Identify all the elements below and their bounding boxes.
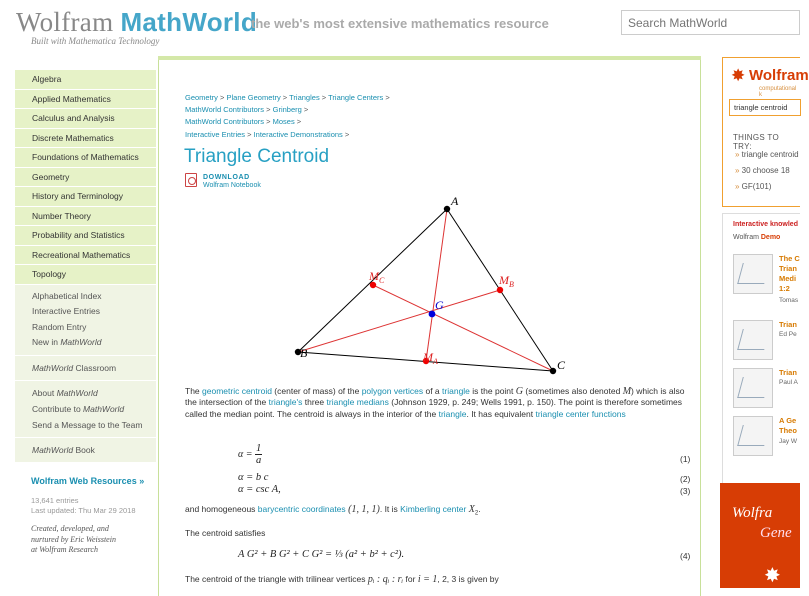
nav-new-in-mathworld[interactable] bbox=[15, 335, 156, 351]
nav-foundations-of-mathematics[interactable]: Foundations of Mathematics bbox=[15, 148, 156, 168]
demo-thumbnail[interactable] bbox=[733, 368, 773, 408]
median-b bbox=[298, 290, 500, 352]
crumb-contributors-2[interactable]: MathWorld Contributors bbox=[185, 117, 265, 127]
sidebar-nav bbox=[15, 70, 156, 462]
eq1-num: 1 bbox=[256, 443, 262, 454]
book-link bbox=[15, 438, 156, 462]
about-links bbox=[15, 381, 156, 437]
crumb-sep: > bbox=[319, 93, 329, 102]
crumb-moses[interactable]: Moses bbox=[272, 117, 295, 127]
book-suffix: Book bbox=[73, 444, 95, 455]
triangle-centroid-diagram bbox=[285, 190, 585, 378]
crumb-plane-geometry[interactable]: Plane Geometry bbox=[226, 93, 281, 102]
nav-algebra[interactable]: Algebra bbox=[15, 70, 156, 90]
link-triangle-center-functions[interactable]: triangle center functions bbox=[535, 408, 626, 419]
about-prefix: About bbox=[32, 387, 57, 398]
ik-sub-wolfram: Wolfram bbox=[733, 234, 761, 241]
nav-send-message[interactable]: Send a Message to the Team bbox=[32, 419, 143, 430]
notebook-label: Wolfram Notebook bbox=[203, 182, 261, 189]
link-triangles[interactable]: triangle's bbox=[268, 397, 303, 408]
classroom-link bbox=[15, 356, 156, 380]
nav-mathworld-classroom[interactable] bbox=[15, 360, 156, 376]
label-ma bbox=[422, 350, 438, 366]
text: (sometimes also denoted bbox=[523, 386, 623, 396]
demo-item[interactable] bbox=[733, 254, 801, 304]
x2-sub: 2 bbox=[474, 510, 479, 517]
link-kimberling-center[interactable]: Kimberling center bbox=[400, 504, 467, 514]
text: . It is bbox=[379, 504, 401, 514]
demo-thumbnail[interactable] bbox=[733, 416, 773, 456]
search-input[interactable] bbox=[621, 10, 800, 35]
new-prefix: New in bbox=[32, 337, 61, 347]
eq3-number: (3) bbox=[680, 486, 691, 496]
page-title: Triangle Centroid bbox=[184, 146, 330, 167]
nav-about-mathworld[interactable] bbox=[15, 385, 156, 401]
nav-mathworld-book[interactable] bbox=[15, 442, 156, 458]
demo-title-line: The C bbox=[779, 254, 800, 263]
site-stats bbox=[31, 496, 136, 516]
demo-author: Paul A bbox=[779, 379, 798, 386]
demo-author: Tomas bbox=[779, 297, 799, 304]
nav-contribute[interactable] bbox=[15, 401, 156, 417]
label-mb-sub: B bbox=[509, 280, 514, 289]
ik-subtitle bbox=[733, 234, 780, 241]
try-item[interactable]: » GF(101) bbox=[735, 182, 771, 191]
paragraph-barycentric bbox=[185, 504, 685, 517]
text: of a bbox=[423, 386, 443, 396]
text: The centroid of the triangle with trilinear vertices bbox=[185, 574, 368, 584]
label-c: C bbox=[557, 358, 566, 372]
nav-interactive-entries[interactable]: Interactive Entries bbox=[32, 306, 101, 316]
promo-spikey-icon: ✸ bbox=[764, 565, 781, 587]
label-mb bbox=[498, 273, 514, 289]
label-ma-sub: A bbox=[433, 357, 438, 366]
nav-alphabetical-index[interactable]: Alphabetical Index bbox=[32, 290, 102, 301]
demo-title-line: Theo bbox=[779, 426, 797, 435]
vertex-c bbox=[550, 368, 556, 374]
try-item[interactable]: » 30 choose 18 bbox=[735, 166, 790, 175]
text: The bbox=[185, 386, 203, 396]
var-m: M bbox=[622, 386, 632, 397]
crumb-sep: > bbox=[217, 93, 227, 102]
index-math: i = 1 bbox=[417, 574, 438, 585]
main-content-topbar bbox=[158, 56, 701, 60]
paragraph-definition bbox=[185, 386, 685, 420]
demo-title-line: Medi bbox=[779, 274, 797, 283]
label-a: A bbox=[451, 194, 459, 208]
text: (Johnson 1929, p. 249; Wells 1991, p. 150). The point is therefore sometimes called the median point. The centroid is always in the interior of the bbox=[185, 397, 682, 419]
credit bbox=[31, 524, 116, 556]
link-triangle-2[interactable]: triangle bbox=[438, 408, 467, 419]
logo-mathworld: MathWorld bbox=[120, 7, 258, 37]
equation-3: α = csc A, bbox=[238, 484, 281, 495]
promo-line-1: Wolfra bbox=[732, 505, 773, 521]
new-em: MathWorld bbox=[60, 337, 102, 347]
eq1-den: a bbox=[256, 455, 262, 466]
eq1-fraction bbox=[255, 443, 262, 466]
demo-title[interactable] bbox=[779, 416, 809, 436]
nav-geometry[interactable]: Geometry bbox=[15, 168, 156, 188]
demo-item[interactable] bbox=[733, 368, 801, 412]
demo-author: Jay W bbox=[779, 438, 798, 445]
equation-1 bbox=[238, 443, 262, 466]
equation-4: A G² + B G² + C G² = ⅓ (a² + b² + c²). bbox=[238, 549, 405, 560]
link-triangle-medians[interactable]: triangle medians bbox=[326, 397, 389, 408]
median-a bbox=[426, 209, 447, 361]
label-g: G bbox=[435, 298, 444, 312]
label-ma-main: M bbox=[423, 350, 433, 364]
ik-sub-demo: Demo bbox=[760, 234, 781, 241]
crumb-sep: > bbox=[280, 93, 290, 102]
nav-random-entry[interactable]: Random Entry bbox=[32, 321, 87, 332]
eq1-lhs: α = bbox=[238, 448, 255, 460]
nav-history-and-terminology[interactable]: History and Terminology bbox=[15, 187, 156, 207]
notebook-download-icon[interactable] bbox=[185, 173, 197, 187]
crumb-sep: > bbox=[294, 117, 302, 127]
label-mc-main: M bbox=[369, 269, 379, 283]
link-geometric-centroid[interactable]: geometric centroid bbox=[202, 386, 272, 396]
text: for bbox=[403, 574, 418, 584]
equation-2: α = b c bbox=[238, 472, 269, 483]
demo-item[interactable] bbox=[733, 416, 801, 460]
crumb-triangles[interactable]: Triangles bbox=[289, 93, 320, 102]
demo-title[interactable]: Trian bbox=[779, 368, 797, 377]
vertex-a bbox=[444, 206, 450, 212]
wolfram-promo-banner[interactable] bbox=[720, 483, 800, 588]
about-em: MathWorld bbox=[56, 387, 98, 398]
crumb-triangle-centers[interactable]: Triangle Centers bbox=[328, 93, 384, 102]
text: is the point bbox=[469, 386, 516, 396]
paragraph-trilinear bbox=[185, 574, 499, 585]
wa-subtitle: computational k bbox=[759, 86, 797, 98]
credit-line-3: at Wolfram Research bbox=[31, 545, 98, 554]
demo-title-line: Trian bbox=[779, 264, 797, 273]
trilinear-math: pᵢ : qᵢ : rᵢ bbox=[367, 574, 404, 585]
things-to-try-heading: THINGS TO TRY: bbox=[733, 133, 779, 151]
mathworld-logo[interactable] bbox=[16, 7, 257, 37]
eq1-number: (1) bbox=[680, 454, 691, 464]
download-notebook-link[interactable] bbox=[203, 174, 261, 190]
crumb-sep: > bbox=[245, 129, 254, 139]
crumb-sep: > bbox=[264, 105, 273, 115]
label-b: B bbox=[300, 346, 308, 360]
entry-count: 13,641 entries bbox=[31, 496, 79, 505]
coords: (1, 1, 1) bbox=[345, 504, 380, 515]
last-updated: Last updated: Thu Mar 29 2018 bbox=[31, 506, 136, 515]
credit-line-2: nurtured by Eric Weisstein bbox=[31, 534, 116, 544]
classroom-em: MathWorld bbox=[32, 362, 74, 373]
nav-discrete-mathematics[interactable]: Discrete Mathematics bbox=[15, 129, 156, 149]
wolfram-star-icon: ✸ bbox=[731, 66, 746, 85]
crumb-interactive-entries[interactable]: Interactive Entries bbox=[185, 129, 246, 139]
crumb-interactive-demonstrations[interactable]: Interactive Demonstrations bbox=[253, 129, 343, 139]
demo-title-line: A Ge bbox=[779, 416, 797, 425]
link-triangle[interactable]: triangle bbox=[442, 386, 470, 396]
contribute-prefix: Contribute to bbox=[32, 403, 84, 414]
topic-list bbox=[15, 70, 156, 285]
nav-applied-mathematics[interactable]: Applied Mathematics bbox=[15, 90, 156, 110]
crumb-grinberg[interactable]: Grinberg bbox=[272, 105, 302, 115]
ik-title: Interactive knowled bbox=[733, 221, 798, 228]
var-g: G bbox=[515, 386, 523, 397]
paragraph-satisfies: The centroid satisfies bbox=[185, 528, 266, 538]
tagline: the web's most extensive mathematics resource bbox=[251, 16, 549, 31]
demo-thumbnail[interactable] bbox=[733, 320, 773, 360]
index-links bbox=[15, 285, 156, 355]
midpoint-mb bbox=[497, 287, 503, 293]
book-em: MathWorld bbox=[32, 444, 74, 455]
text: ) which is also the intersection of the bbox=[185, 386, 685, 408]
header bbox=[0, 0, 800, 50]
label-mb-main: M bbox=[499, 273, 509, 287]
median-c bbox=[373, 285, 553, 371]
label-mc-sub: C bbox=[379, 276, 385, 285]
eq2-number: (2) bbox=[680, 474, 691, 484]
demo-title-line: 1:2 bbox=[779, 284, 790, 293]
text: (center of mass) of the bbox=[271, 386, 362, 396]
text: . It has equivalent bbox=[466, 408, 536, 419]
demo-title[interactable] bbox=[779, 254, 809, 294]
download-label: DOWNLOAD bbox=[203, 174, 250, 181]
wa-header bbox=[723, 58, 809, 98]
crumb-sep: > bbox=[301, 105, 309, 115]
wa-query-input[interactable] bbox=[729, 99, 801, 116]
crumb-geometry[interactable]: Geometry bbox=[185, 93, 218, 102]
contribute-em: MathWorld bbox=[83, 403, 125, 414]
crumb-contributors[interactable]: MathWorld Contributors bbox=[185, 105, 265, 115]
demo-thumbnail[interactable] bbox=[733, 254, 773, 294]
demo-item[interactable] bbox=[733, 320, 801, 364]
credit-line-1: Created, developed, and bbox=[31, 524, 109, 533]
crumb-sep: > bbox=[342, 129, 350, 139]
x2: X bbox=[466, 504, 475, 515]
text: and homogeneous bbox=[185, 504, 258, 514]
classroom-suffix: Classroom bbox=[73, 362, 117, 373]
nav-recreational-mathematics[interactable]: Recreational Mathematics bbox=[15, 246, 156, 266]
text: three bbox=[302, 397, 327, 408]
nav-probability-and-statistics[interactable]: Probability and Statistics bbox=[15, 226, 156, 246]
text: , 2, 3 is given by bbox=[437, 574, 499, 584]
triangle-medians bbox=[298, 209, 553, 371]
wa-logo[interactable]: Wolfram bbox=[749, 67, 809, 84]
logo-subtitle: Built with Mathematica Technology bbox=[31, 36, 160, 46]
text: . bbox=[478, 504, 481, 514]
link-polygon-vertices[interactable]: polygon vertices bbox=[361, 386, 424, 396]
breadcrumb bbox=[185, 92, 390, 141]
promo-line-2: Gene bbox=[760, 525, 792, 541]
link-barycentric-coordinates[interactable]: barycentric coordinates bbox=[257, 504, 346, 514]
eq4-number: (4) bbox=[680, 551, 691, 561]
demo-author: Ed Pe bbox=[779, 331, 797, 338]
demo-title[interactable]: Trian bbox=[779, 320, 797, 329]
logo-wolfram: Wolfram bbox=[16, 7, 114, 37]
crumb-sep: > bbox=[264, 117, 273, 127]
nav-number-theory[interactable]: Number Theory bbox=[15, 207, 156, 227]
nav-topology[interactable]: Topology bbox=[15, 265, 156, 285]
wolfram-web-resources-link[interactable]: Wolfram Web Resources » bbox=[31, 476, 145, 486]
try-item[interactable]: » triangle centroid bbox=[735, 150, 799, 159]
wolfram-alpha-box bbox=[722, 57, 809, 207]
crumb-sep: > bbox=[383, 93, 390, 102]
triangle-edges bbox=[298, 209, 553, 371]
nav-calculus-and-analysis[interactable]: Calculus and Analysis bbox=[15, 109, 156, 129]
